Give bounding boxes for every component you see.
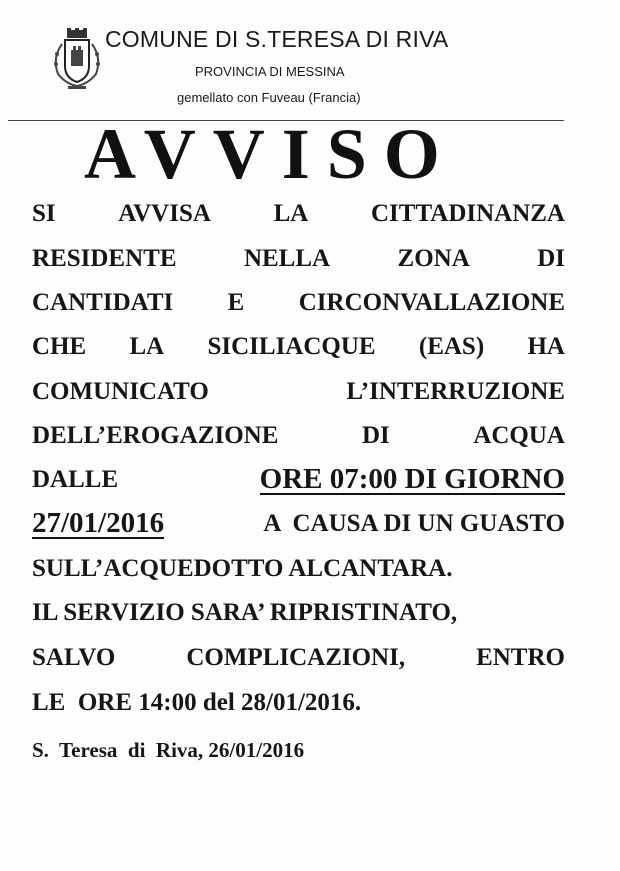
word: (EAS) — [418, 333, 485, 360]
word: DALLE — [32, 466, 119, 493]
word: CHE — [32, 333, 87, 360]
word: DELL’EROGAZIONE — [32, 422, 279, 449]
body-line-9 — [32, 554, 565, 584]
word: CANTIDATI — [32, 289, 174, 316]
highlight-date: 27/01/2016 — [32, 507, 165, 539]
body-line-12 — [32, 688, 565, 718]
word: SULL’ACQUEDOTTO ALCANTARA. — [32, 555, 453, 582]
word: SI — [32, 200, 56, 227]
word: LA — [129, 333, 165, 360]
body-line-3 — [32, 288, 565, 318]
word: IL SERVIZIO SARA’ RIPRISTINATO, — [32, 599, 458, 626]
word: ENTRO — [476, 644, 565, 671]
word: ACQUA — [473, 422, 565, 449]
word: CIRCONVALLAZIONE — [298, 289, 565, 316]
word: SALVO — [32, 644, 116, 671]
word: COMUNICATO — [32, 378, 209, 405]
word: E — [227, 289, 245, 316]
highlight-time: ORE 07:00 DI GIORNO — [259, 463, 565, 495]
word: HA — [527, 333, 565, 360]
body-line-6 — [32, 421, 565, 451]
word: RESIDENTE — [32, 245, 177, 272]
word: LE ORE 14:00 del 28/01/2016. — [32, 689, 362, 716]
body-line-7 — [32, 465, 565, 495]
word: A CAUSA DI UN GUASTO — [263, 510, 565, 537]
word: DI — [361, 422, 390, 449]
header-comune: COMUNE DI S.TERESA DI RIVA — [105, 26, 449, 52]
body-line-4 — [32, 332, 565, 362]
header-provincia: PROVINCIA DI MESSINA — [195, 64, 345, 79]
word: CITTADINANZA — [370, 200, 565, 227]
body-line-8 — [32, 509, 565, 539]
notice-title: AVVISO — [84, 114, 457, 194]
word: L’INTERRUZIONE — [346, 378, 565, 405]
word: LA — [273, 200, 309, 227]
word: AVVISA — [118, 200, 211, 227]
word: ZONA — [397, 245, 470, 272]
signature-place-date: S. Teresa di Riva, 26/01/2016 — [32, 738, 305, 762]
body-line-10 — [32, 598, 565, 628]
word: NELLA — [243, 245, 331, 272]
body-line-5 — [32, 377, 565, 407]
body-line-11 — [32, 643, 565, 673]
word: DI — [537, 245, 565, 272]
body-line-1 — [32, 199, 565, 229]
header-gemellato: gemellato con Fuveau (Francia) — [177, 90, 361, 105]
word: SICILIACQUE — [207, 333, 376, 360]
body-line-2 — [32, 244, 565, 274]
word: COMPLICAZIONI, — [186, 644, 406, 671]
municipal-crest-icon — [48, 28, 106, 92]
